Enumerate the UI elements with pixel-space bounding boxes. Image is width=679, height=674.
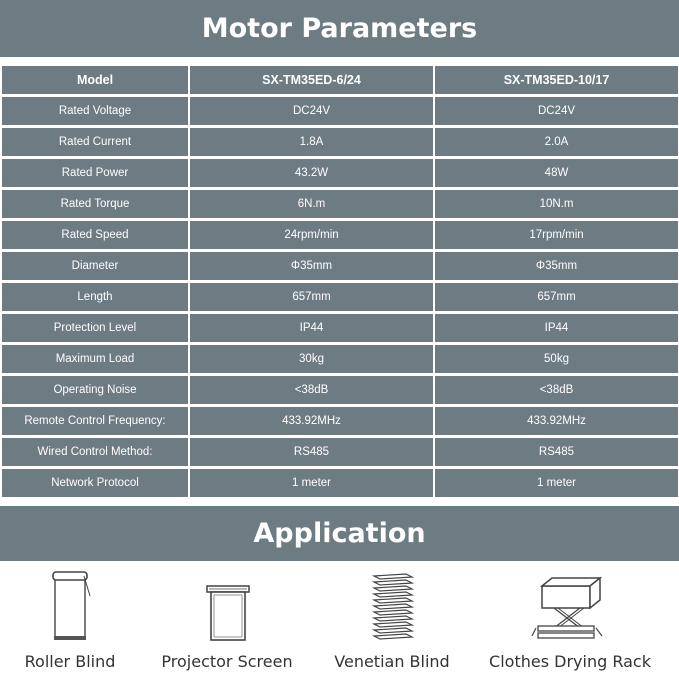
venetian-blind-icon xyxy=(362,566,422,646)
motor-parameters-table xyxy=(0,63,679,500)
parameter-value-cell: DC24V xyxy=(435,97,678,125)
table-row xyxy=(2,283,678,311)
table-header-cell: SX-TM35ED-10/17 xyxy=(435,66,678,94)
parameter-name-cell: Rated Speed xyxy=(2,221,188,249)
parameter-name-cell: Protection Level xyxy=(2,314,188,342)
parameter-value-cell: 17rpm/min xyxy=(435,221,678,249)
parameter-name-cell: Length xyxy=(2,283,188,311)
parameter-name-cell: Rated Voltage xyxy=(2,97,188,125)
parameter-value-cell: RS485 xyxy=(435,438,678,466)
table-row xyxy=(2,376,678,404)
motor-parameters-banner xyxy=(0,0,679,57)
application-item-projector-screen xyxy=(157,566,297,674)
parameter-value-cell: 50kg xyxy=(435,345,678,373)
parameter-name-cell: Rated Torque xyxy=(2,190,188,218)
motor-parameters-title: Motor Parameters xyxy=(201,13,478,44)
parameter-value-cell: <38dB xyxy=(435,376,678,404)
parameter-value-cell: 43.2W xyxy=(190,159,433,187)
application-label: Roller Blind xyxy=(24,652,116,671)
table-header-cell: SX-TM35ED-6/24 xyxy=(190,66,433,94)
parameter-name-cell: Diameter xyxy=(2,252,188,280)
parameter-value-cell: 657mm xyxy=(435,283,678,311)
application-label: Clothes Drying Rack xyxy=(489,652,651,671)
parameter-value-cell: 24rpm/min xyxy=(190,221,433,249)
parameter-value-cell: 48W xyxy=(435,159,678,187)
application-label: Venetian Blind xyxy=(334,652,450,671)
parameter-value-cell: 2.0A xyxy=(435,128,678,156)
parameter-value-cell: 433.92MHz xyxy=(435,407,678,435)
parameter-value-cell: Φ35mm xyxy=(435,252,678,280)
parameter-name-cell: Rated Current xyxy=(2,128,188,156)
application-banner xyxy=(0,506,679,561)
table-header-row xyxy=(2,66,678,94)
parameter-name-cell: Operating Noise xyxy=(2,376,188,404)
table-header-cell: Model xyxy=(2,66,188,94)
parameter-value-cell: 1.8A xyxy=(190,128,433,156)
parameter-name-cell: Wired Control Method: xyxy=(2,438,188,466)
parameter-name-cell: Network Protocol xyxy=(2,469,188,497)
table-row xyxy=(2,128,678,156)
table-row xyxy=(2,469,678,497)
parameter-value-cell: <38dB xyxy=(190,376,433,404)
parameter-value-cell: RS485 xyxy=(190,438,433,466)
table-row xyxy=(2,314,678,342)
parameter-value-cell: 10N.m xyxy=(435,190,678,218)
application-list xyxy=(0,566,679,674)
parameter-value-cell: 6N.m xyxy=(190,190,433,218)
parameter-value-cell: Φ35mm xyxy=(190,252,433,280)
table-row xyxy=(2,97,678,125)
application-item-venetian-blind xyxy=(322,566,462,674)
table-row xyxy=(2,190,678,218)
parameter-value-cell: 30kg xyxy=(190,345,433,373)
parameter-value-cell: 1 meter xyxy=(435,469,678,497)
clothes-drying-rack-icon xyxy=(530,566,610,646)
projector-screen-icon xyxy=(197,566,257,646)
application-item-roller-blind xyxy=(0,566,140,674)
application-label: Projector Screen xyxy=(161,652,293,671)
parameter-value-cell: IP44 xyxy=(190,314,433,342)
application-item-clothes-drying-rack xyxy=(489,566,651,674)
parameter-name-cell: Rated Power xyxy=(2,159,188,187)
parameter-value-cell: 1 meter xyxy=(190,469,433,497)
parameter-value-cell: 657mm xyxy=(190,283,433,311)
parameter-value-cell: 433.92MHz xyxy=(190,407,433,435)
application-title: Application xyxy=(253,518,426,549)
parameter-value-cell: IP44 xyxy=(435,314,678,342)
roller-blind-icon xyxy=(40,566,100,646)
table-row xyxy=(2,221,678,249)
table-row xyxy=(2,345,678,373)
parameter-value-cell: DC24V xyxy=(190,97,433,125)
table-row xyxy=(2,252,678,280)
parameter-name-cell: Maximum Load xyxy=(2,345,188,373)
parameter-name-cell: Remote Control Frequency: xyxy=(2,407,188,435)
table-row xyxy=(2,438,678,466)
table-row xyxy=(2,159,678,187)
table-row xyxy=(2,407,678,435)
